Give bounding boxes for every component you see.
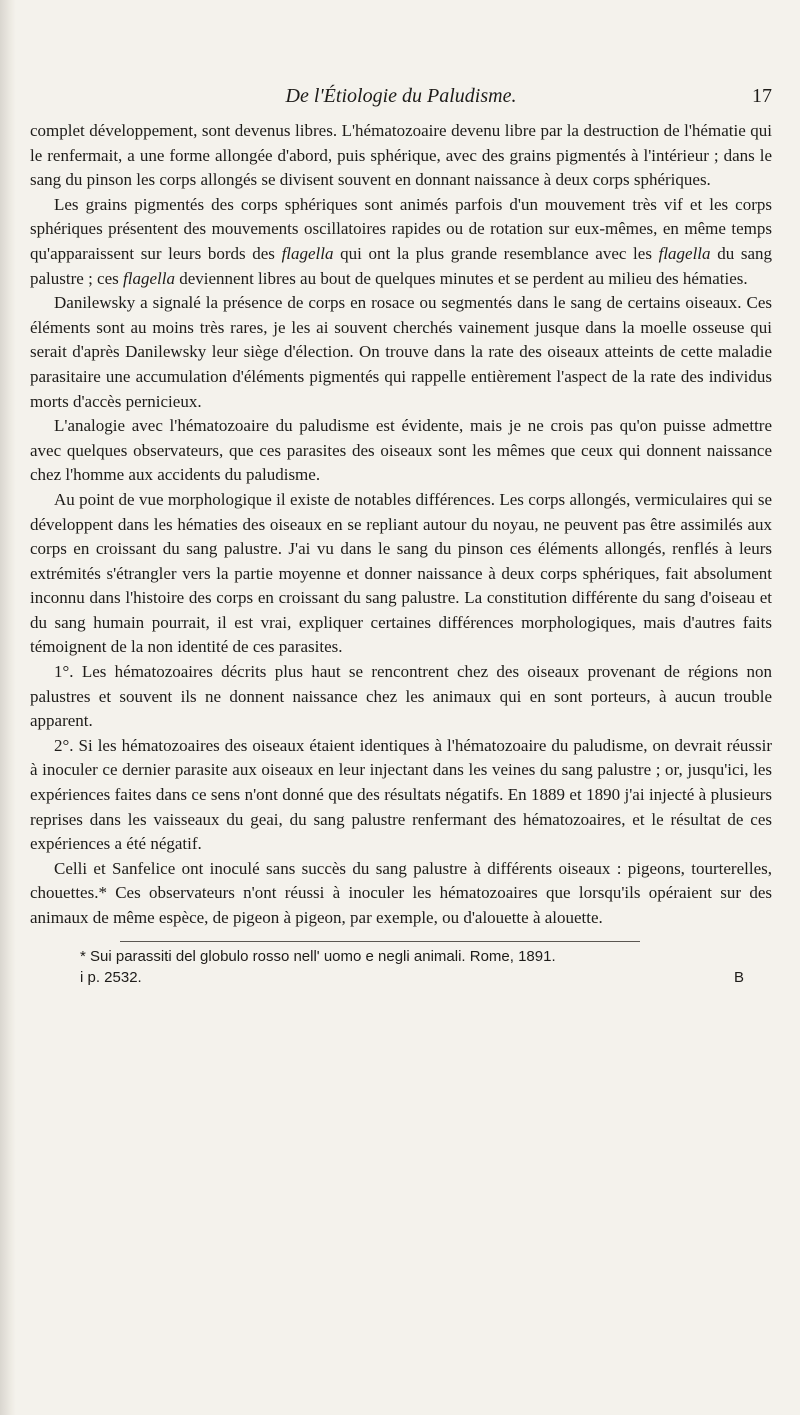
- running-title: De l'Étiologie du Paludisme.: [285, 85, 517, 107]
- paragraph: Danilewsky a signalé la présence de corps en rosace ou segmentés dans le sang de certains oiseaux. Ces éléments sont au moins très rares, je les ai souvent cherchés vainement jusque dans la moelle osseuse qui serait d'après Danilewsky leur siège d'élection. On trouve dans la rate des oiseaux atteints de cette maladie parasitaire une accumulation d'éléments pigmentés qui rappelle entièrement l'aspect de la rate des individus morts d'accès pernicieux.: [30, 293, 772, 411]
- footnote-divider: [120, 941, 640, 942]
- paragraph: Celli et Sanfelice ont inoculé sans succès du sang palustre à différents oiseaux : pigeons, tourterelles, chouettes.* Ces observateurs n'ont réussi à inoculer les hématozoaires que lorsqu'ils opéraient sur des animaux de même espèce, de pigeon à pigeon, par exemple, ou d'alouette à alouette.: [30, 858, 772, 927]
- footnote-citation: * Sui parassiti del globulo rosso nell' uomo e negli animali. Rome, 1891.: [80, 947, 556, 965]
- footnote: [30, 946, 772, 988]
- paragraph: Au point de vue morphologique il existe de notables différences. Les corps allongés, vermiculaires qui se développent dans les hématies des oiseaux en se repliant autour du noyau, ne peuvent pas être assimilés aux corps en croissant du sang palustre. J'ai vu dans le sang du pinson ces éléments allongés, renflés à leurs extrémités s'étrangler vers la partie moyenne et donner naissance à deux corps sphériques, fait absolument inconnu dans l'histoire des corps en croissant du sang palustre. La constitution différente du sang d'oiseau et du sang humain pourrait, il est vrai, expliquer certaines différences morphologiques, mais d'autres faits témoignent de la non identité de ces parasites.: [30, 489, 772, 657]
- page-number: 17: [752, 85, 772, 107]
- paragraph: 1°. Les hématozoaires décrits plus haut se rencontrent chez des oiseaux provenant de régions non palustres et souvent ils ne donnent naissance chez les animaux qui en sont porteurs, à aucun trouble apparent.: [30, 662, 772, 731]
- paragraph: 2°. Si les hématozoaires des oiseaux étaient identiques à l'hématozoaire du paludisme, on devrait réussir à inoculer ce dernier parasite aux oiseaux en leur injectant dans les veines du sang palustre ; or, jusqu'ici, les expériences faites dans ce sens n'ont donné que des résultats négatifs. En 1889 et 1890 j'ai injecté à plusieurs reprises dans les vaisseaux du geai, du sang palustre renfermant des hématozoaires, et le résultat de ces expériences a été négatif.: [30, 735, 772, 854]
- paragraph: complet développement, sont devenus libres. L'hématozoaire devenu libre par la destruction de l'hématie qui le renfermait, a une forme allongée d'abord, puis sphérique, avec des grains pigmentés à l'intérieur ; dans le sang du pinson les corps allongés se divisent souvent en donnant naissance à deux corps sphériques.: [30, 121, 772, 190]
- footnote-page-ref: i p. 2532.: [80, 968, 142, 986]
- italic-term: flagella: [281, 243, 334, 263]
- paragraph: L'analogie avec l'hématozoaire du paludisme est évidente, mais je ne crois pas qu'on puisse admettre avec quelques observateurs, que ces parasites des oiseaux sont les mêmes que ceux qui donnent naissance chez l'homme aux accidents du paludisme.: [30, 416, 772, 485]
- paragraph: Les grains pigmentés des corps sphériques sont animés parfois d'un mouvement très vif et les corps sphériques présentent des mouvements oscillatoires rapides ou de rotation sur eux-mêmes, en même temps qu'apparaissent sur leurs bords des flagella qui ont la plus grande resemblance avec les flagella du sang palustre ; ces flagella deviennent libres au bout de quelques minutes et se perdent au milieu des hématies.: [30, 194, 772, 288]
- italic-term: flagella: [123, 268, 175, 288]
- signature-mark: B: [733, 968, 744, 986]
- italic-term: flagella: [658, 243, 711, 263]
- book-page: [30, 0, 772, 988]
- binding-gutter: [0, 0, 16, 1415]
- body-text: [30, 119, 772, 931]
- page-header: [30, 75, 772, 115]
